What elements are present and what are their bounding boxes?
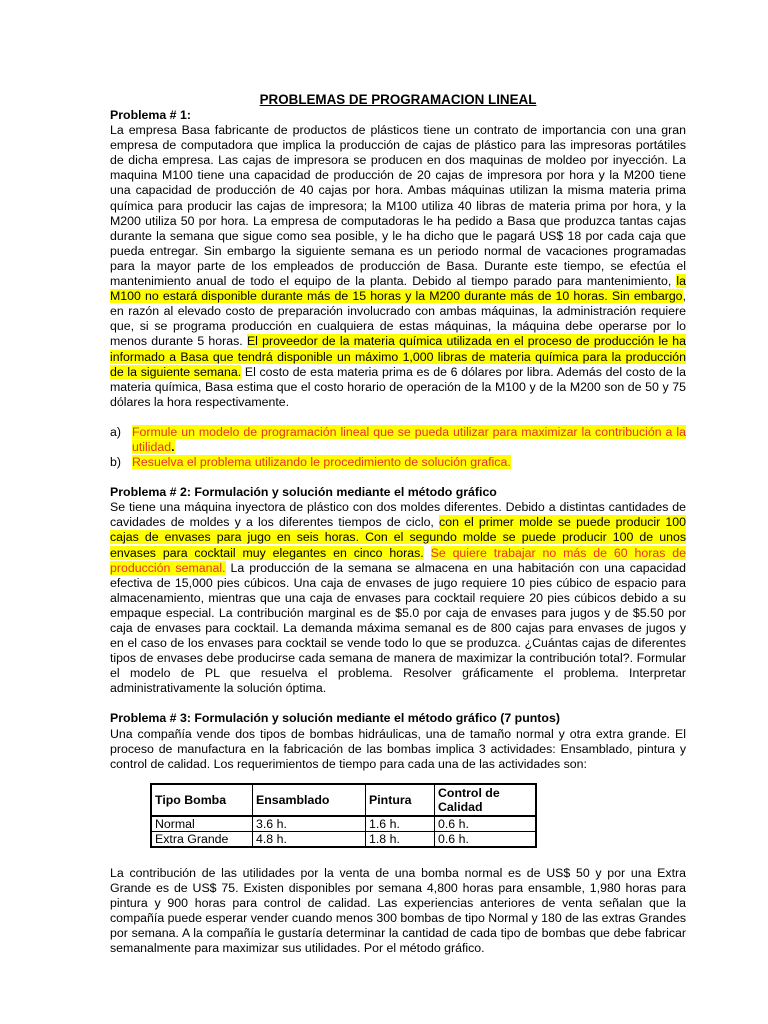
list-marker: a): [110, 424, 121, 439]
problem-1-heading: Problema # 1:: [110, 108, 191, 122]
problem-1-text-2: , en razón al elevado costo de preparación involucrado con ambas máquinas, la administración requiere que, si se programa producción en cualquiera de estas máquinas, la máquina debe operarse por lo menos durante 5 horas.: [110, 289, 686, 349]
table-cell: Normal: [151, 816, 253, 832]
problem-1-highlight-2: El proveedor de la materia química utilizada en el proceso de producción le ha informado a Basa que tendrá disponible un máximo 1,000 libras de materia química para la producción de la siguiente semana.: [110, 334, 687, 379]
table-cell: 1.8 h.: [366, 831, 435, 847]
table-cell: Extra Grande: [151, 831, 253, 847]
question-b-text: Resuelva el problema utilizando le procedimiento de solución grafica.: [132, 455, 511, 470]
column-header: Ensamblado: [253, 784, 366, 816]
table-cell: 0.6 h.: [435, 816, 537, 832]
question-a-text: Formule un modelo de programación lineal que se pueda utilizar para maximizar la contribución a la utilidad: [132, 424, 686, 454]
problem-2-highlight-1: con el primer molde se puede producir 100 cajas de envases para jugo en seis horas. Con el segundo molde se puede producir 100 de unos envases para cocktail muy elegantes en cinco horas.: [110, 515, 686, 560]
problem-2-text-1: Se tiene una máquina inyectora de plástico con dos moldes diferentes. Debido a distintas cantidades de cavidades de moldes y a los diferentes tiempos de ciclo,: [110, 500, 686, 530]
column-header: Pintura: [366, 784, 435, 816]
problem-3-heading: Problema # 3: Formulación y solución mediante el método gráfico (7 puntos): [110, 711, 560, 726]
table-header-row: [151, 784, 536, 816]
problem-2-highlight-2: Se quiere trabajar no más de 60 horas de producción semanal.: [110, 545, 686, 575]
column-header: Control de Calidad: [435, 784, 537, 816]
column-header: Tipo Bomba: [151, 784, 253, 816]
problem-3-body: La contribución de las utilidades por la venta de una bomba normal es de US$ 50 y por una Extra Grande es de US$ 75. Existen disponibles por semana 4,800 horas para ensamble, 1,980 horas para pintura y 900 horas para control de calidad. Las experiencias anteriores de venta señalan que la compañía puede esperar vender cuando menos 300 bombas de tipo Normal y 180 de las extras Grandes por semana. A la compañía le gustaría determinar la cantidad de cada tipo de bombas que debe fabricar semanalmente para maximizar sus utilidades. Por el método gráfico.: [110, 865, 686, 956]
problem-3-intro: Una compañía vende dos tipos de bombas hidráulicas, una de tamaño normal y otra extra grande. El proceso de manufactura en la fabricación de las bombas implica 3 actividades: Ensamblado, pintura y control de calidad. Los requerimientos de tiempo para cada una de las actividades son:: [110, 726, 686, 771]
table-cell: 0.6 h.: [435, 831, 537, 847]
list-marker: b): [110, 455, 121, 470]
table-cell: 4.8 h.: [253, 831, 366, 847]
list-item: [110, 455, 686, 470]
problem-1-questions: [110, 425, 686, 470]
problem-2-text-3: La producción de la semana se almacena en una habitación con una capacidad efectiva de 15,000 pies cúbicos. Una caja de envases de jugo requiere 10 pies cúbico de espacio para almacenamiento, mientras que una caja de envases para cocktail requiere 20 pies cúbicos debido a su empaque especial. La contribución marginal es de $5.0 por caja de envases para jugos y de $5.50 por caja de envases para cocktail. La demanda máxima semanal es de 800 cajas para envases de jugos y en el caso de los envases para cocktail se vende todo lo que se produzca. ¿Cuántas cajas de diferentes tipos de envases debe producirse cada semana de manera de maximizar la contribución total?. Formular el modelo de PL que resuelva el problema. Resolver gráficamente el problema. Interpretar administrativamente la solución óptima.: [110, 560, 687, 696]
problem-1-highlight-1: la M100 no estará disponible durante más de 15 horas y la M200 durante más de 10 horas. Sin embargo: [110, 274, 686, 304]
table-cell: 1.6 h.: [366, 816, 435, 832]
problem-1-text-1: La empresa Basa fabricante de productos de plásticos tiene un contrato de importancia con una gran empresa de computadora que implica la producción de cajas de plástico para las impresoras portátiles de dicha empresa. Las cajas de impresora se producen en dos maquinas de moldeo por inyección. La maquina M100 tiene una capacidad de producción de 20 cajas de impresora por hora y la M200 tiene una capacidad de producción de 40 cajas por hora. Ambas máquinas utilizan la misma materia prima química para producir las cajas de impresora; la M100 utiliza 40 libras de materia prima por hora, y la M200 utiliza 50 por hora. La empresa de computadoras le ha pedido a Basa que produzca tantas cajas durante la semana que sigue como sea posible, y le ha dicho que le pagará US$ 18 por cada caja que pueda entregar. Sin embargo la siguiente semana es un periodo normal de vacaciones programadas para la mayor parte de los empleados de producción de Basa. Durante este tiempo, se efectúa el mantenimiento anual de todo el equipo de la planta. Debido al tiempo parado para mantenimiento,: [110, 123, 686, 289]
problem-1-body: [110, 123, 686, 410]
problem-2-text-2: [424, 546, 431, 560]
document-title: PROBLEMAS DE PROGRAMACION LINEAL: [259, 92, 537, 107]
requirements-table: [150, 783, 537, 848]
problem-2-body: [110, 500, 686, 696]
table-row: [151, 831, 536, 847]
table-cell: 3.6 h.: [253, 816, 366, 832]
problem-2-heading: Problema # 2: Formulación y solución mediante el método gráfico: [110, 485, 497, 500]
table-row: [151, 816, 536, 832]
document-page: [110, 92, 686, 956]
question-a-end: .: [171, 439, 175, 454]
list-item: [110, 425, 686, 455]
problem-1-text-3: El costo de esta materia prima es de 6 dólares por libra. Además del costo de la materia química, Basa estima que el costo horario de operación de la M100 y de la M200 son de 50 y 75 dólares la hora respectivamente.: [110, 364, 686, 409]
